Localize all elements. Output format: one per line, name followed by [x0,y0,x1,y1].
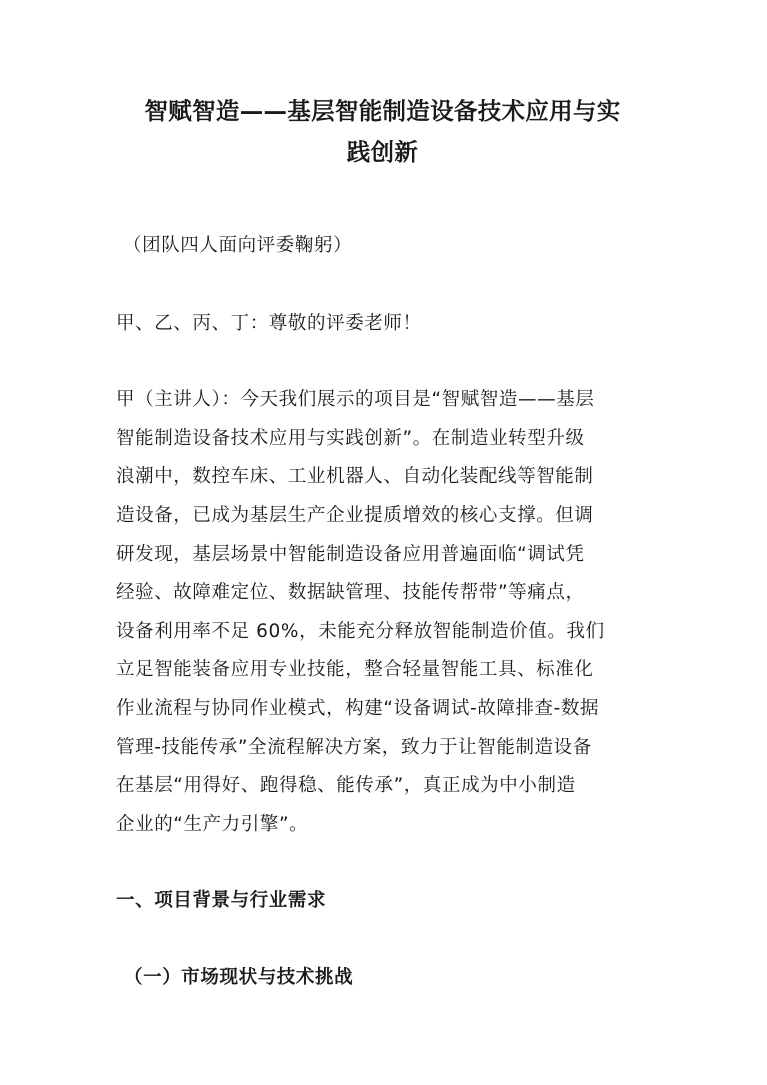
speech-line: 立足智能装备应用专业技能，整合轻量智能工具、标准化 [116,659,594,681]
speech-line: 设备利用率不足 60%，未能充分释放智能制造价值。我们 [116,620,605,642]
speech-line: 造设备，已成为基层生产企业提质增效的核心支撑。但调 [116,504,594,526]
speech-line: 研发现，基层场景中智能制造设备应用普遍面临“调试凭 [116,543,585,565]
speech-line: 在基层“用得好、跑得稳、能传承”，真正成为中小制造 [116,775,576,797]
title-line-1: 智赋智造——基层智能制造设备技术应用与实 [144,97,621,125]
stage-direction: （团队四人面向评委鞠躬） [123,235,353,256]
subsection-heading: （一）市场现状与技术挑战 [124,966,354,988]
speech-line: 浪潮中，数控车床、工业机器人、自动化装配线等智能制 [116,466,594,488]
document-title [116,91,649,173]
title-line-2: 践创新 [346,138,419,166]
speech-line: 经验、故障难定位、数据缺管理、技能传帮带”等痛点， [116,582,585,604]
speech-line: 企业的“生产力引擎”。 [116,813,309,835]
speech-line: 管理-技能传承”全流程解决方案，致力于让智能制造设备 [116,736,592,758]
speech-paragraph [116,381,649,844]
section-heading: 一、项目背景与行业需求 [116,890,327,912]
speech-line: 甲（主讲人）：今天我们展示的项目是“智赋智造——基层 [116,389,595,411]
greeting-line: 甲、乙、丙、丁：尊敬的评委老师！ [116,312,422,334]
speech-line: 作业流程与协同作业模式，构建“设备调试-故障排查-数据 [116,697,600,719]
speech-line: 智能制造设备技术应用与实践创新”。在制造业转型升级 [116,427,585,449]
